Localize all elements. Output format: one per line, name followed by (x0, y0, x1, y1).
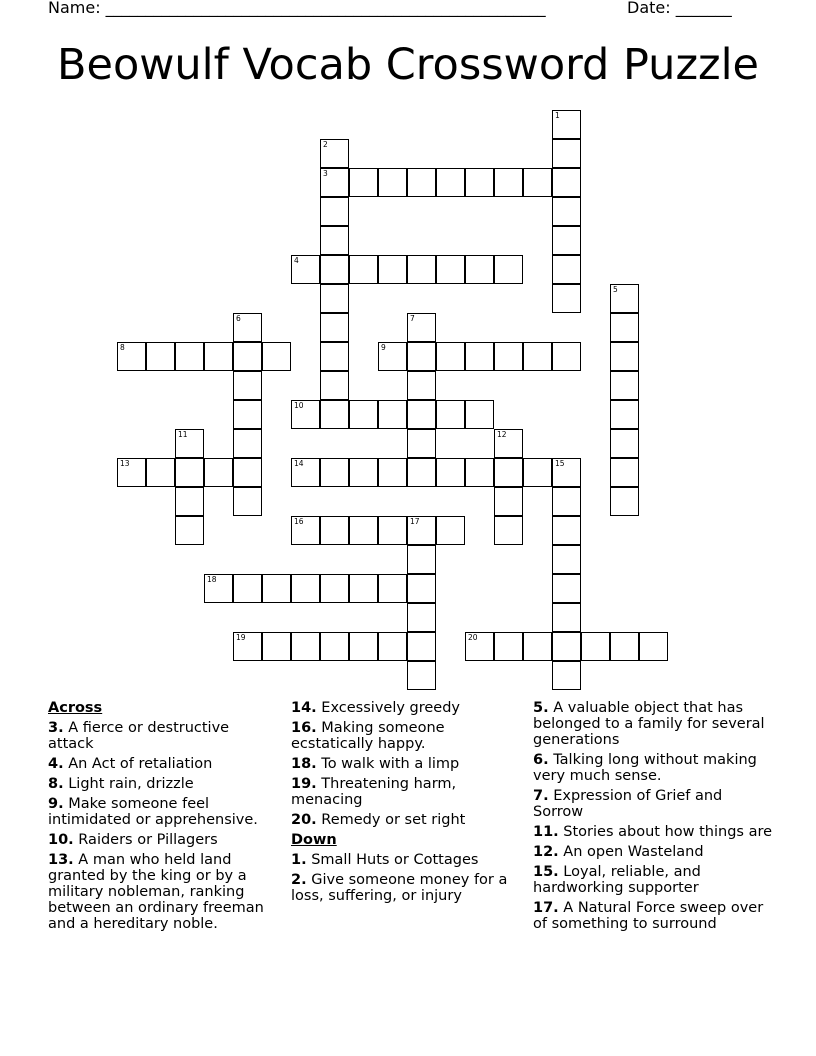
grid-cell[interactable] (320, 168, 349, 197)
grid-cell[interactable] (175, 458, 204, 487)
grid-cell[interactable] (523, 632, 552, 661)
grid-cell[interactable] (436, 400, 465, 429)
grid-cell[interactable] (610, 371, 639, 400)
grid-cell[interactable] (552, 197, 581, 226)
grid-cell[interactable] (378, 632, 407, 661)
grid-cell[interactable] (494, 429, 523, 458)
grid-cell[interactable] (552, 110, 581, 139)
grid-cell[interactable] (262, 342, 291, 371)
grid-cell[interactable] (610, 487, 639, 516)
cell-number: 9 (381, 343, 386, 352)
clue (533, 864, 773, 896)
clue (291, 700, 516, 716)
grid-cell[interactable] (320, 197, 349, 226)
grid-cell[interactable] (117, 458, 146, 487)
grid-cell[interactable] (610, 342, 639, 371)
grid-cell[interactable] (378, 168, 407, 197)
grid-cell[interactable] (552, 284, 581, 313)
grid-cell[interactable] (320, 255, 349, 284)
clue-text: A man who held land granted by the king or by a military nobleman, ranking between an ordinary freeman and a hereditary noble. (48, 852, 264, 932)
clue-text: Threatening harm, menacing (291, 776, 457, 808)
grid-cell[interactable] (407, 168, 436, 197)
grid-cell[interactable] (581, 632, 610, 661)
grid-cell[interactable] (378, 458, 407, 487)
clue-number: 7. (533, 788, 549, 804)
grid-cell[interactable] (610, 284, 639, 313)
grid-cell[interactable] (291, 255, 320, 284)
clue-text: Loyal, reliable, and hardworking supporter (533, 864, 701, 896)
cell-number: 3 (323, 169, 328, 178)
cell-number: 10 (294, 401, 304, 410)
grid-cell[interactable] (494, 516, 523, 545)
clue-text: Excessively greedy (316, 700, 461, 716)
grid-cell[interactable] (407, 632, 436, 661)
clue (48, 852, 278, 932)
cell-number: 16 (294, 517, 304, 526)
clue-text: Light rain, drizzle (63, 776, 194, 792)
grid-cell[interactable] (117, 342, 146, 371)
clue-text: Making someone ecstatically happy. (291, 720, 445, 752)
grid-cell[interactable] (233, 342, 262, 371)
grid-cell[interactable] (175, 429, 204, 458)
grid-cell[interactable] (233, 429, 262, 458)
grid-cell[interactable] (320, 139, 349, 168)
grid-cell[interactable] (320, 313, 349, 342)
clue-number: 10. (48, 832, 74, 848)
grid-cell[interactable] (436, 168, 465, 197)
grid-cell[interactable] (436, 516, 465, 545)
grid-cell[interactable] (407, 603, 436, 632)
clue-number: 6. (533, 752, 549, 768)
grid-cell[interactable] (378, 516, 407, 545)
grid-cell[interactable] (204, 458, 233, 487)
grid-cell[interactable] (552, 632, 581, 661)
clue-number: 19. (291, 776, 317, 792)
grid-cell[interactable] (320, 342, 349, 371)
clue-number: 13. (48, 852, 74, 868)
grid-cell[interactable] (436, 342, 465, 371)
cell-number: 7 (410, 314, 415, 323)
grid-cell[interactable] (175, 342, 204, 371)
cell-number: 12 (497, 430, 507, 439)
grid-cell[interactable] (233, 313, 262, 342)
grid-cell[interactable] (175, 516, 204, 545)
clue (48, 832, 278, 848)
clue-number: 17. (533, 900, 559, 916)
grid-cell[interactable] (552, 574, 581, 603)
grid-cell[interactable] (407, 342, 436, 371)
grid-cell[interactable] (349, 400, 378, 429)
clue-number: 20. (291, 812, 317, 828)
grid-cell[interactable] (262, 574, 291, 603)
cell-number: 6 (236, 314, 241, 323)
grid-cell[interactable] (465, 458, 494, 487)
clue-text: Give someone money for a loss, suffering, or injury (291, 872, 508, 904)
cell-number: 19 (236, 633, 246, 642)
clue (291, 872, 516, 904)
grid-cell[interactable] (494, 168, 523, 197)
clue (291, 852, 516, 868)
grid-cell[interactable] (436, 255, 465, 284)
grid-cell[interactable] (610, 429, 639, 458)
grid-cell[interactable] (349, 255, 378, 284)
grid-cell[interactable] (552, 516, 581, 545)
date-field[interactable]: Date: _______ (627, 0, 732, 17)
grid-cell[interactable] (465, 342, 494, 371)
grid-cell[interactable] (349, 632, 378, 661)
grid-cell[interactable] (407, 545, 436, 574)
grid-cell[interactable] (291, 574, 320, 603)
clue-text: A fierce or destructive attack (48, 720, 230, 752)
grid-cell[interactable] (291, 458, 320, 487)
clue (48, 720, 278, 752)
grid-cell[interactable] (378, 400, 407, 429)
grid-cell[interactable] (320, 400, 349, 429)
grid-cell[interactable] (407, 400, 436, 429)
clue-number: 16. (291, 720, 317, 736)
clue-number: 12. (533, 844, 559, 860)
clue-number: 8. (48, 776, 64, 792)
grid-cell[interactable] (233, 371, 262, 400)
grid-cell[interactable] (407, 516, 436, 545)
grid-cell[interactable] (349, 458, 378, 487)
clue (533, 844, 773, 860)
grid-cell[interactable] (494, 342, 523, 371)
clue (533, 752, 773, 784)
grid-cell[interactable] (436, 458, 465, 487)
clue-text: Talking long without making very much sense. (533, 752, 757, 784)
grid-cell[interactable] (610, 458, 639, 487)
clue-text: An Act of retaliation (63, 756, 213, 772)
clue (48, 776, 278, 792)
grid-cell[interactable] (494, 255, 523, 284)
grid-cell[interactable] (291, 632, 320, 661)
grid-cell[interactable] (407, 661, 436, 690)
clue (533, 900, 773, 932)
grid-cell[interactable] (349, 168, 378, 197)
name-field[interactable]: Name: _______________________________________________________ (48, 0, 546, 17)
grid-cell[interactable] (465, 168, 494, 197)
cell-number: 18 (207, 575, 217, 584)
clue-text: Make someone feel intimidated or apprehensive. (48, 796, 258, 828)
grid-cell[interactable] (610, 400, 639, 429)
grid-cell[interactable] (552, 255, 581, 284)
grid-cell[interactable] (552, 226, 581, 255)
grid-cell[interactable] (639, 632, 668, 661)
clue-text: A Natural Force sweep over of something to surround (533, 900, 764, 932)
cell-number: 4 (294, 256, 299, 265)
clue-column-2 (291, 700, 516, 908)
grid-cell[interactable] (349, 574, 378, 603)
grid-cell[interactable] (320, 284, 349, 313)
clue-number: 11. (533, 824, 559, 840)
section-heading: Down (291, 832, 337, 848)
clue (533, 824, 773, 840)
grid-cell[interactable] (552, 487, 581, 516)
grid-cell[interactable] (465, 255, 494, 284)
clue-number: 5. (533, 700, 549, 716)
clue (533, 788, 773, 820)
grid-cell[interactable] (204, 342, 233, 371)
grid-cell[interactable] (494, 458, 523, 487)
grid-cell[interactable] (349, 516, 378, 545)
grid-cell[interactable] (523, 342, 552, 371)
clue (291, 756, 516, 772)
grid-cell[interactable] (291, 516, 320, 545)
cell-number: 20 (468, 633, 478, 642)
clue-text: Expression of Grief and Sorrow (533, 788, 723, 820)
clue-number: 15. (533, 864, 559, 880)
grid-cell[interactable] (552, 661, 581, 690)
grid-cell[interactable] (407, 429, 436, 458)
grid-cell[interactable] (320, 458, 349, 487)
clue-text: Remedy or set right (316, 812, 466, 828)
cell-number: 15 (555, 459, 565, 468)
clue-number: 3. (48, 720, 64, 736)
grid-cell[interactable] (233, 400, 262, 429)
clue-number: 14. (291, 700, 317, 716)
cell-number: 11 (178, 430, 188, 439)
grid-cell[interactable] (378, 255, 407, 284)
grid-cell[interactable] (552, 342, 581, 371)
clue-number: 18. (291, 756, 317, 772)
grid-cell[interactable] (552, 603, 581, 632)
grid-cell[interactable] (407, 313, 436, 342)
grid-cell[interactable] (320, 574, 349, 603)
clue-text: Stories about how things are (558, 824, 773, 840)
grid-cell[interactable] (494, 632, 523, 661)
page-title: Beowulf Vocab Crossword Puzzle (57, 40, 759, 90)
grid-cell[interactable] (610, 632, 639, 661)
clue-column-3 (533, 700, 773, 936)
clue (48, 796, 278, 828)
clue-column-1 (48, 700, 278, 936)
grid-cell[interactable] (320, 371, 349, 400)
cell-number: 8 (120, 343, 125, 352)
grid-cell[interactable] (552, 545, 581, 574)
clue-number: 1. (291, 852, 307, 868)
grid-cell[interactable] (407, 574, 436, 603)
grid-cell[interactable] (552, 139, 581, 168)
grid-cell[interactable] (378, 342, 407, 371)
grid-cell[interactable] (233, 458, 262, 487)
clue-text: To walk with a limp (316, 756, 460, 772)
grid-cell[interactable] (262, 632, 291, 661)
grid-cell[interactable] (465, 632, 494, 661)
clue-text: A valuable object that has belonged to a family for several generations (533, 700, 765, 748)
clue-text: Raiders or Pillagers (73, 832, 218, 848)
grid-cell[interactable] (378, 574, 407, 603)
clue (291, 720, 516, 752)
grid-cell[interactable] (320, 226, 349, 255)
grid-cell[interactable] (494, 487, 523, 516)
grid-cell[interactable] (407, 255, 436, 284)
clue-number: 2. (291, 872, 307, 888)
clue (533, 700, 773, 748)
clue-text: Small Huts or Cottages (306, 852, 479, 868)
grid-cell[interactable] (465, 400, 494, 429)
cell-number: 1 (555, 111, 560, 120)
cell-number: 13 (120, 459, 130, 468)
clue (291, 812, 516, 828)
grid-cell[interactable] (146, 458, 175, 487)
grid-cell[interactable] (175, 487, 204, 516)
grid-cell[interactable] (146, 342, 175, 371)
grid-cell[interactable] (407, 458, 436, 487)
clue-number: 9. (48, 796, 64, 812)
grid-cell[interactable] (233, 632, 262, 661)
grid-cell[interactable] (552, 168, 581, 197)
grid-cell[interactable] (233, 487, 262, 516)
grid-cell[interactable] (552, 458, 581, 487)
grid-cell[interactable] (523, 168, 552, 197)
grid-cell[interactable] (291, 400, 320, 429)
grid-cell[interactable] (320, 632, 349, 661)
clue-text: An open Wasteland (558, 844, 704, 860)
cell-number: 5 (613, 285, 618, 294)
grid-cell[interactable] (610, 313, 639, 342)
grid-cell[interactable] (523, 458, 552, 487)
cell-number: 2 (323, 140, 328, 149)
clue (291, 776, 516, 808)
grid-cell[interactable] (233, 574, 262, 603)
grid-cell[interactable] (204, 574, 233, 603)
cell-number: 14 (294, 459, 304, 468)
grid-cell[interactable] (320, 516, 349, 545)
section-heading: Across (48, 700, 103, 716)
grid-cell[interactable] (407, 371, 436, 400)
clue (48, 756, 278, 772)
cell-number: 17 (410, 517, 420, 526)
clue-number: 4. (48, 756, 64, 772)
